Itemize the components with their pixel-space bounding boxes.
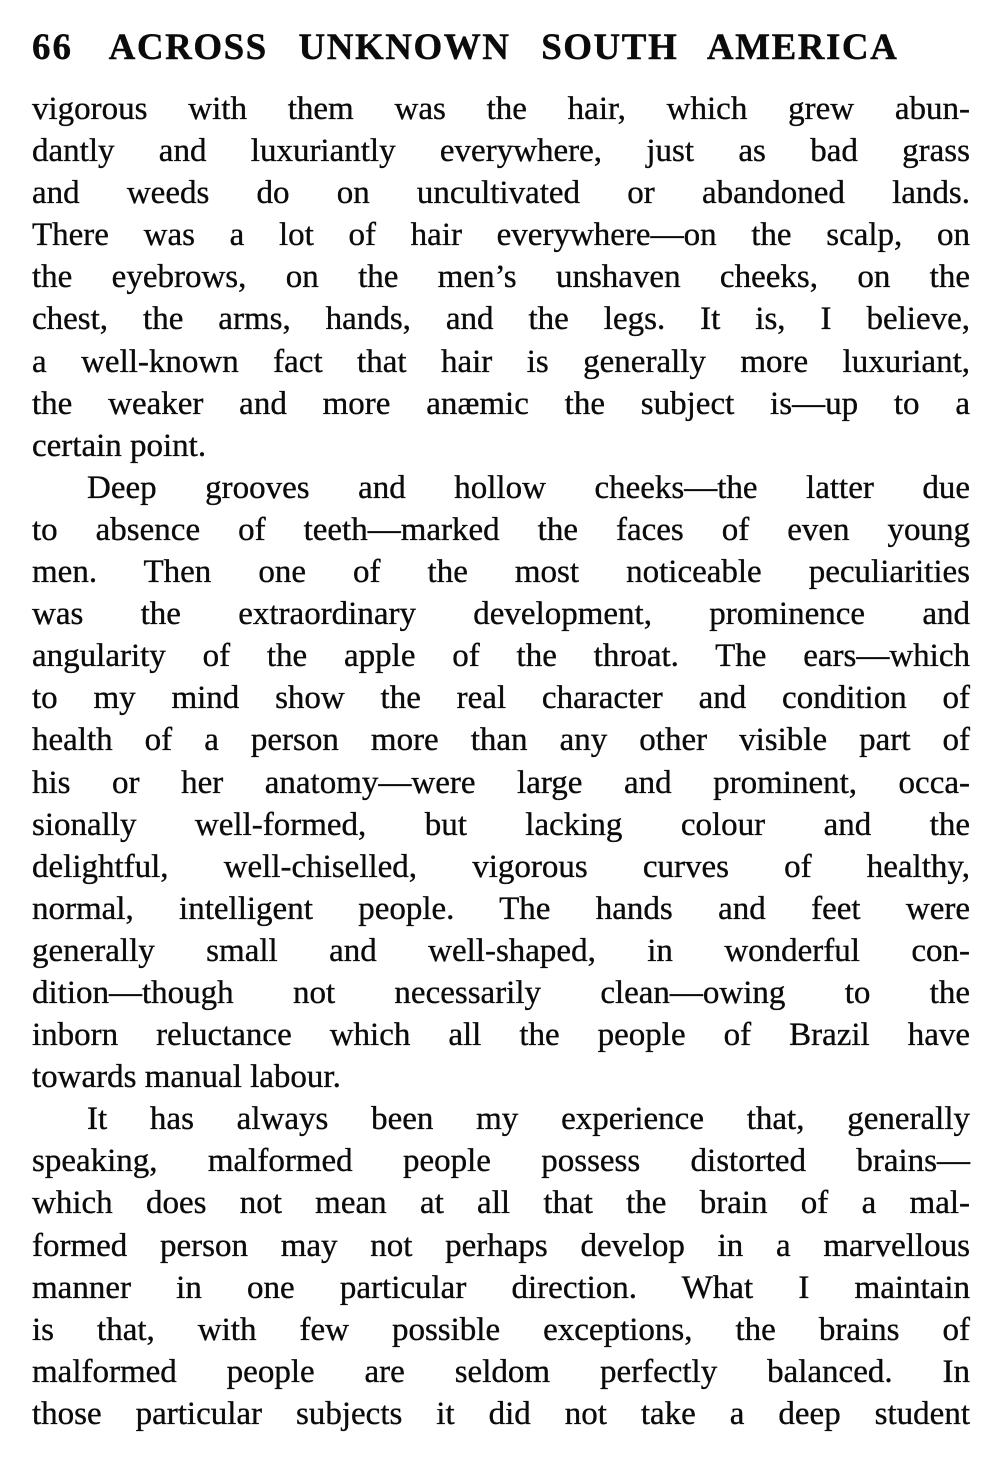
text-line: is that, with few possible exceptions, the brains of [32, 1311, 970, 1348]
running-header [32, 26, 970, 70]
text-line: generally small and well-shaped, in wonderful con- [32, 932, 970, 969]
text-line: There was a lot of hair everywhere—on the scalp, on [32, 217, 970, 254]
text-line: was the extraordinary development, prominence and [32, 596, 970, 633]
running-title: ACROSS UNKNOWN SOUTH AMERICA [108, 27, 899, 68]
text-line: chest, the arms, hands, and the legs. It is, I believe, [32, 301, 970, 338]
text-line: to my mind show the real character and condition of [32, 680, 970, 717]
text-line: which does not mean at all that the brain of a mal- [32, 1185, 970, 1222]
text-line: normal, intelligent people. The hands and feet were [32, 890, 970, 927]
text-line: dition—though not necessarily clean—owing to the [32, 974, 970, 1011]
text-line: the eyebrows, on the men’s unshaven cheeks, on the [32, 259, 970, 296]
text-line: sionally well-formed, but lacking colour and the [32, 806, 970, 843]
text-line: certain point. [32, 427, 207, 464]
text-line: manner in one particular direction. What I maintain [32, 1269, 970, 1306]
text-line: the weaker and more anæmic the subject is—up to a [32, 385, 970, 422]
text-line: vigorous with them was the hair, which grew abun- [32, 91, 970, 127]
text-line: a well-known fact that hair is generally more luxuriant, [32, 343, 970, 380]
body-text [32, 88, 970, 1435]
text-line: health of a person more than any other visible part of [32, 722, 970, 759]
text-line: speaking, malformed people possess distorted brains— [32, 1143, 970, 1180]
text-line: men. Then one of the most noticeable peculiarities [32, 554, 970, 591]
text-line: It has always been my experience that, generally [87, 1101, 970, 1138]
text-line: Deep grooves and hollow cheeks—the latter due [87, 469, 970, 506]
text-line: malformed people are seldom perfectly balanced. In [32, 1353, 970, 1390]
text-line: towards manual labour. [32, 1059, 341, 1096]
text-line: to absence of teeth—marked the faces of even young [32, 511, 970, 548]
text-line: and weeds do on uncultivated or abandoned lands. [32, 175, 970, 212]
text-line: formed person may not perhaps develop in a marvellous [32, 1227, 970, 1264]
page-number: 66 [32, 27, 73, 68]
text-line: angularity of the apple of the throat. The ears—which [32, 638, 970, 675]
text-line: his or her anatomy—were large and prominent, occa- [32, 764, 970, 801]
text-line: inborn reluctance which all the people of Brazil have [32, 1017, 970, 1054]
text-line: dantly and luxuriantly everywhere, just as bad grass [32, 133, 970, 170]
text-line: delightful, well-chiselled, vigorous curves of healthy, [32, 848, 970, 885]
text-line: those particular subjects it did not take a deep student [32, 1395, 970, 1432]
